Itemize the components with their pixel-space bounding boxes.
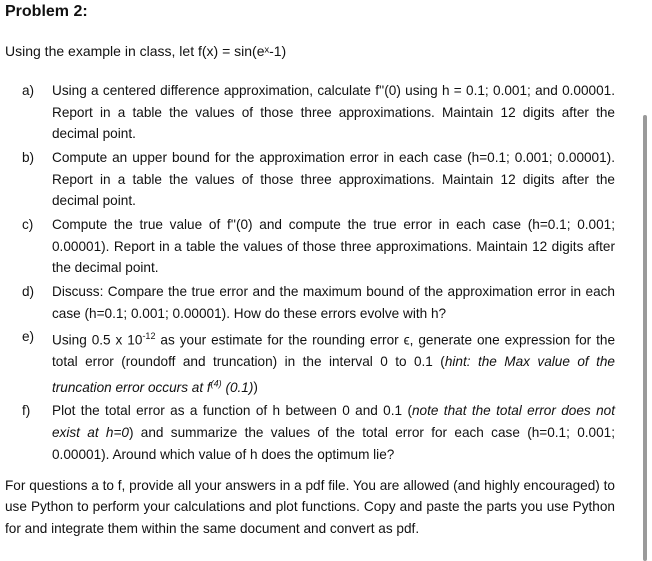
question-text: Compute the true value of f''(0) and compute the true error in each case (h=0.1; 0.001; 0.00001). Report in a table the values of those three approximations. Maintain 12 digits after the decimal point. [52,216,615,276]
question-label: a) [22,83,35,98]
question-f [22,400,615,465]
note-text: note that the total error does not exist at h=0 [52,403,615,440]
question-e [22,326,615,398]
text-part: ) [253,379,258,395]
text-part: as your estimate for the rounding error ϵ, generate one expression for the total error (roundoff and truncation) in the interval 0 to 0.1 ( [52,332,615,370]
scrollbar[interactable] [643,115,647,561]
question-d [22,281,615,324]
question-text: Discuss: Compare the true error and the maximum bound of the approximation error in each case (h=0.1; 0.001; 0.00001). How do these errors evolve with h? [52,283,615,321]
question-text [52,326,615,398]
closing-instructions: For questions a to f, provide all your answers in a pdf file. You are allowed (and highly encouraged) to use Python to perform your calculations and plot functions. Copy and paste the parts you use Python for and integrate them within the same document and convert as pdf. [5,478,615,536]
question-a [22,80,615,145]
question-text: Compute an upper bound for the approximation error in each case (h=0.1; 0.001; 0.00001). Report in a table the values of those three approximations. Maintain 12 digits after the decimal point. [52,149,615,209]
question-list [22,80,615,467]
question-label: c) [22,216,34,232]
question-label: f) [22,403,31,419]
question-label: b) [22,149,35,165]
question-label: e) [22,329,35,345]
question-label: d) [22,283,35,299]
text-part: ) and summarize the values of the total error for each case (h=0.1; 0.001; 0.00001). Around which value of h does the optimum lie? [52,424,615,462]
text-part: Using 0.5 x 10 [52,332,143,348]
hint-text: hint: the Max value of the truncation error occurs at f [52,354,615,395]
exponent: -12 [142,331,156,342]
question-b [22,147,615,212]
derivative-order: (4) [210,378,222,388]
intro-text: Using the example in class, let f(x) = sin(eˣ-1) [5,43,287,59]
question-c [22,214,615,279]
text-part: Plot the total error as a function of h between 0 and 0.1 ( [52,403,412,419]
question-text: Using a centered difference approximation, calculate f''(0) using h = 0.1; 0.001; and 0.00001. Report in a table the values of those three approximations. Maintain 12 digits after the decimal point. [52,83,615,142]
question-text [52,400,615,465]
hint-text: (0.1) [221,379,254,395]
problem-title: Problem 2: [5,3,88,20]
